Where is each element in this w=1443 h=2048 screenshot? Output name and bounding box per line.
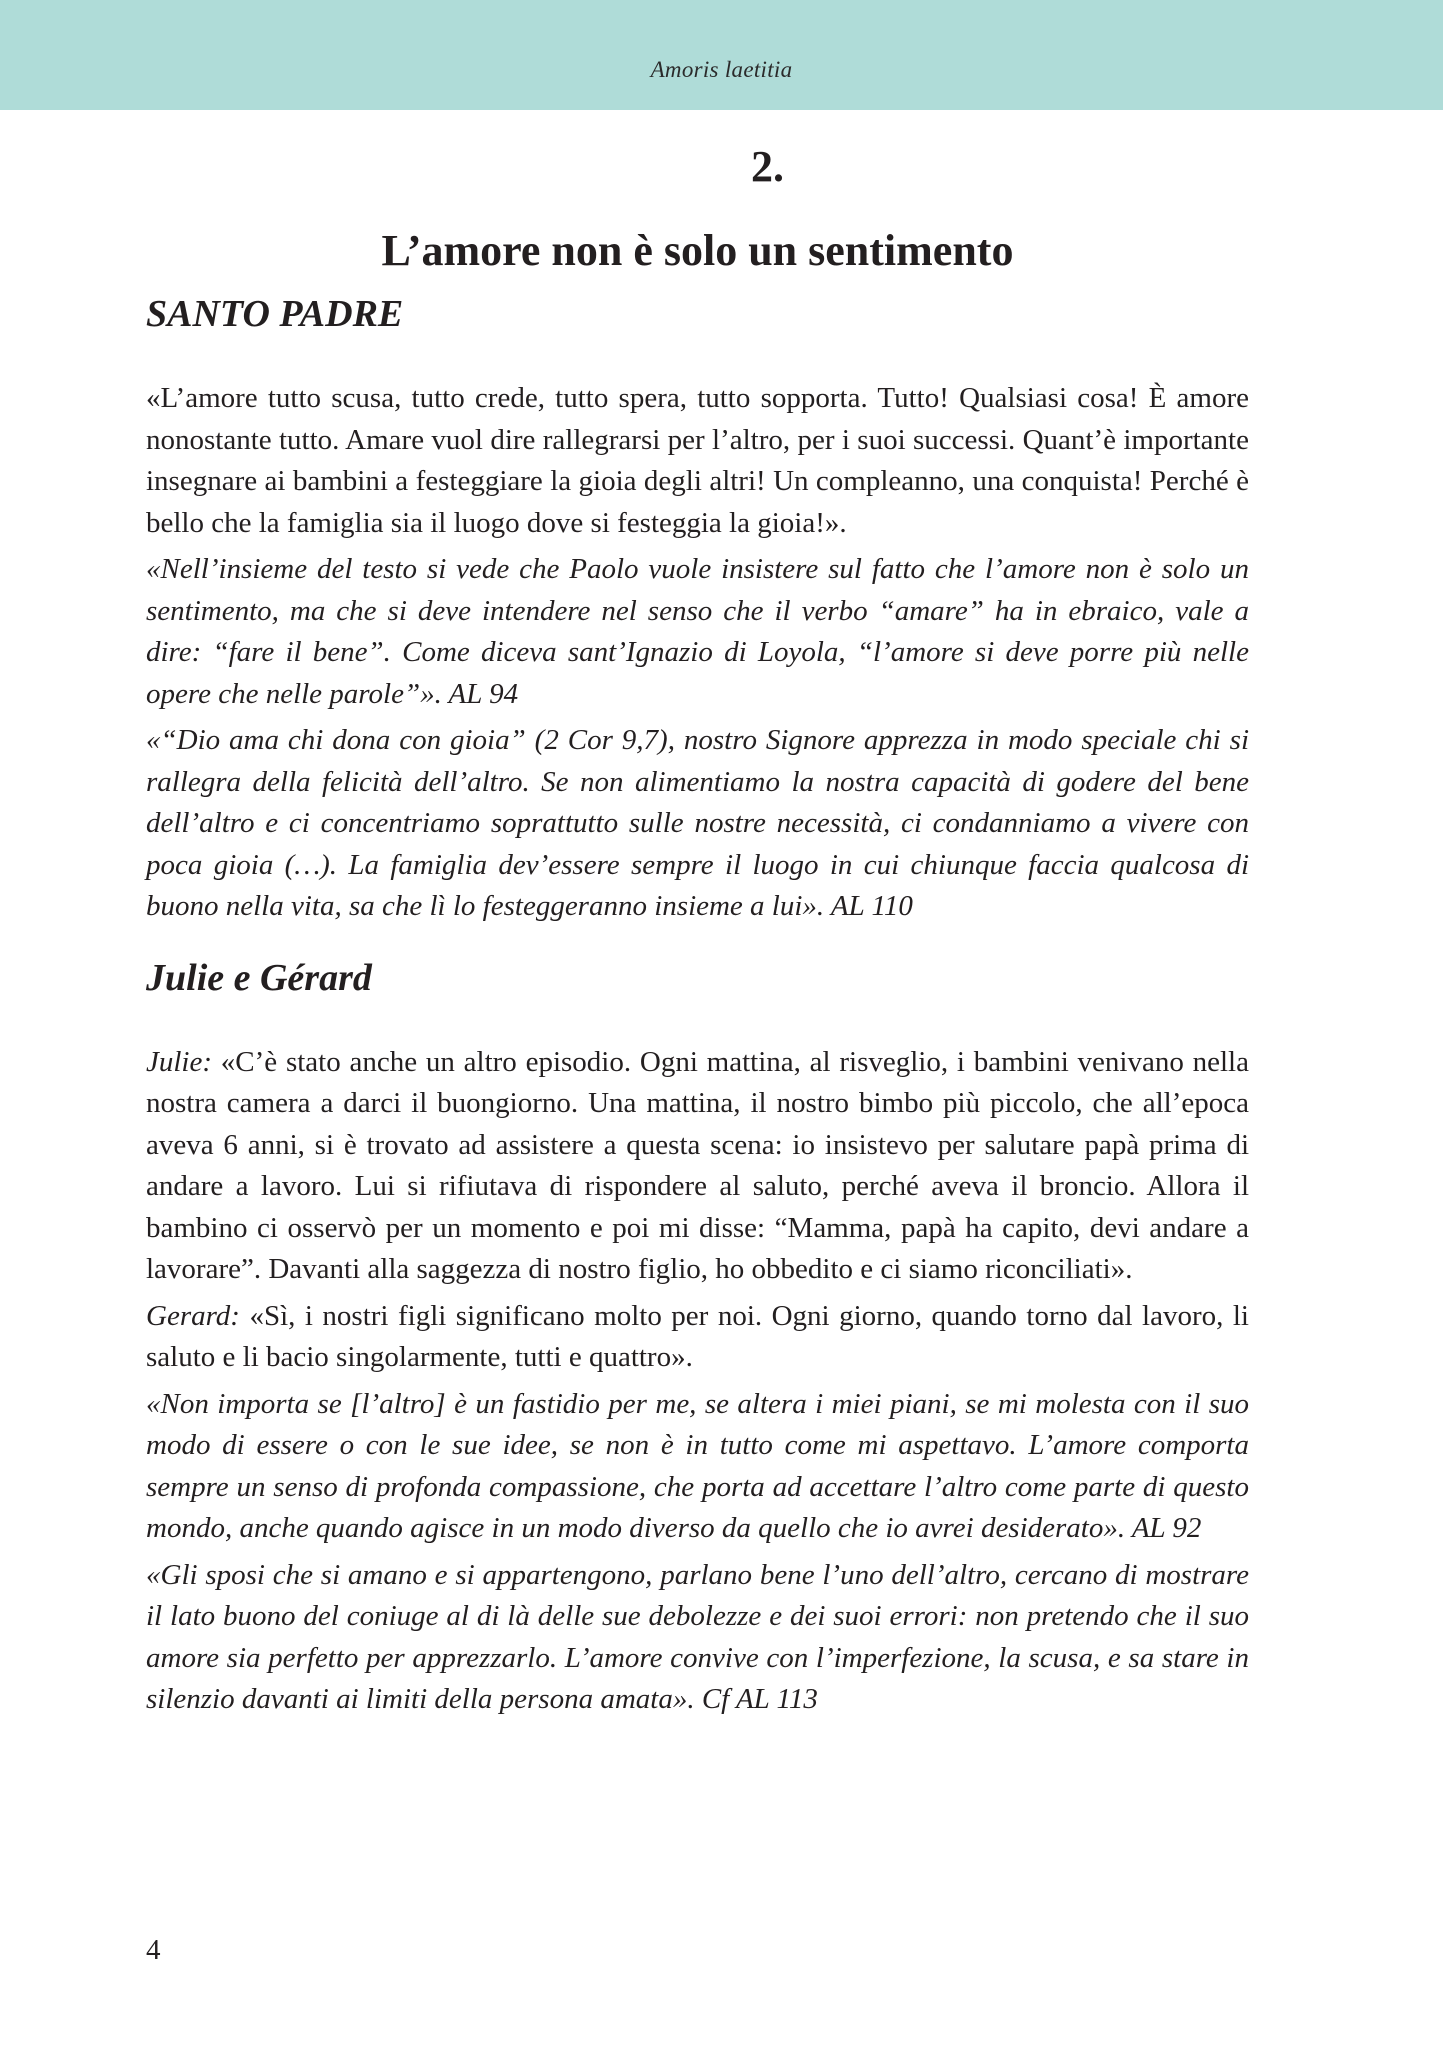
speaker-gerard: Gerard: [146, 1299, 240, 1332]
santo-padre-paragraph: «L’amore tutto scusa, tutto crede, tutto spera, tutto sopporta. Tutto! Qualsiasi cosa! È amore nonostante tutto. Amare vuol dire rallegrarsi per l’altro, per i suoi successi. Quant’è importante insegnare ai bambini a festeggiare la gioia degli altri! Un compleanno, una conquista! Perché è bello che la famiglia sia il luogo dove si festeggia la gioia!». [146, 382, 1249, 539]
running-title: Amoris laetitia [650, 57, 793, 82]
gerard-text: «Sì, i nostri figli significano molto per noi. Ogni giorno, quando torno dal lavoro, li saluto e li bacio singolarmente, tutti e quattro». [146, 1299, 1249, 1373]
chapter-title: L’amore non è solo un sentimento [381, 226, 1014, 275]
header-band [0, 0, 1443, 110]
quote-al-94: «Nell’insieme del testo si vede che Paolo vuole insistere sul fatto che l’amore non è solo un sentimento, ma che si deve intendere nel senso che il verbo “amare” ha in ebraico, vale a dire: “fare il bene”. Come diceva sant’Ignazio di Loyola, “l’amore si deve porre più nelle opere che nelle parole”». AL 94 [146, 553, 1249, 710]
quote-al-113: «Gli sposi che si amano e si appartengono, parlano bene l’uno dell’altro, cercano di mostrare il lato buono del coniuge al di là delle sue debolezze e dei suoi errori: non pretendo che il suo amore sia perfetto per apprezzarlo. L’amore convive con l’imperfezione, la scusa, e sa stare in silenzio davanti ai limiti della persona amata». Cf AL 113 [146, 1558, 1249, 1715]
gerard-paragraph [146, 1296, 1249, 1379]
julie-paragraph [146, 1042, 1249, 1291]
speaker-julie: Julie: [146, 1045, 213, 1078]
section-heading-julie-gerard: Julie e Gérard [146, 956, 372, 999]
quote-al-92: «Non importa se [l’altro] è un fastidio per me, se altera i miei piani, se mi molesta con il suo modo di essere o con le sue idee, se non è in tutto come mi aspettavo. L’amore comporta sempre un senso di profonda compassione, che porta ad accettare l’altro come parte di questo mondo, anche quando agisce in un modo diverso da quello che io avrei desiderato». AL 92 [146, 1387, 1249, 1544]
page-content [146, 140, 1249, 1721]
quote-al-110: «“Dio ama chi dona con gioia” (2 Cor 9,7), nostro Signore apprezza in modo speciale chi si rallegra della felicità dell’altro. Se non alimentiamo la nostra capacità di godere del bene dell’altro e ci concentriamo soprattutto sulle nostre necessità, ci condanniamo a vivere con poca gioia (…). La famiglia dev’essere sempre il luogo in cui chiunque faccia qualcosa di buono nella vita, sa che lì lo festeggeranno insieme a lui». AL 110 [146, 724, 1249, 922]
julie-text: «C’è stato anche un altro episodio. Ogni mattina, al risveglio, i bambini venivano nella nostra camera a darci il buongiorno. Una mattina, il nostro bimbo più piccolo, che all’epoca aveva 6 anni, si è trovato ad assistere a questa scena: io insistevo per salutare papà prima di andare a lavoro. Lui si rifiutava di rispondere al saluto, perché aveva il broncio. Allora il bambino ci osservò per un momento e poi mi disse: “Mamma, papà ha capito, devi andare a lavorare”. Davanti alla saggezza di nostro figlio, ho obbedito e ci siamo riconciliati». [146, 1045, 1249, 1285]
chapter-number: 2. [751, 142, 784, 191]
section-heading-santo-padre: SANTO PADRE [146, 293, 404, 335]
page-number: 4 [146, 1934, 161, 1966]
